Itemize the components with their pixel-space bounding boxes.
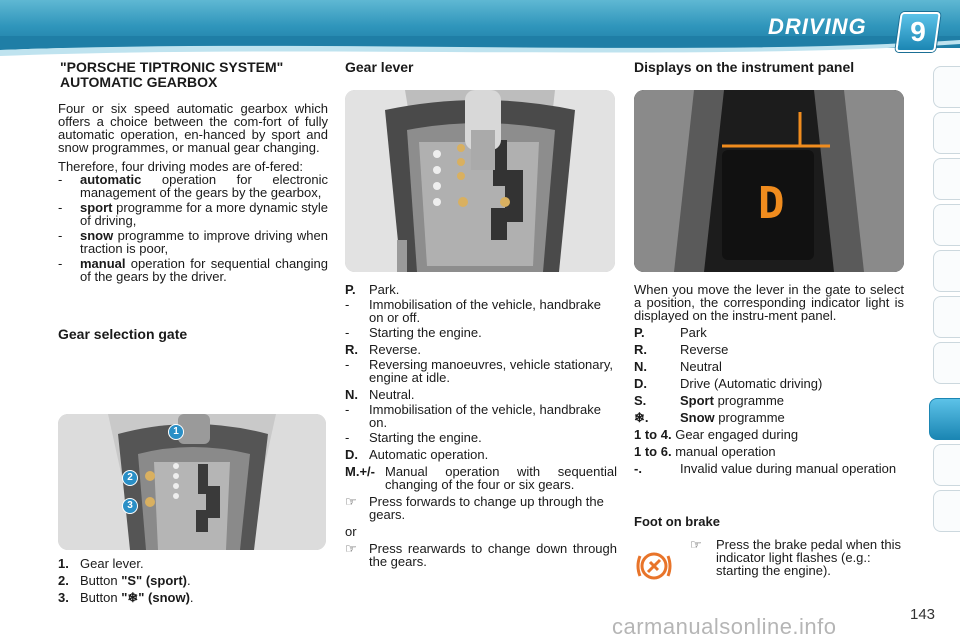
list-item: - sport programme for a more dynamic style of driving,	[58, 200, 328, 228]
def-row: S. Sport programme	[634, 393, 785, 408]
section-title: Displays on the instrument panel	[634, 59, 855, 75]
foot-brake-title: Foot on brake	[634, 514, 720, 529]
display-legend	[634, 283, 904, 475]
position-n: N. Neutral.	[345, 387, 415, 402]
chapter-title: DRIVING	[768, 14, 867, 39]
position-r: R. Reverse.	[345, 342, 422, 357]
mode-name: snow	[80, 228, 114, 243]
list-item: - Immobilisation of the vehicle, handbrake on.	[345, 402, 601, 430]
or-text: or	[345, 524, 357, 539]
hand-icon: ☞	[345, 494, 357, 509]
tiptronic-section	[58, 60, 328, 342]
chapter-tab[interactable]	[933, 112, 960, 154]
brake-indicator-icon	[636, 548, 672, 584]
def-row: R. Reverse	[634, 342, 729, 357]
def-row: N. Neutral	[634, 359, 722, 374]
chapter-tab[interactable]	[933, 342, 960, 384]
chapter-tab[interactable]	[933, 444, 960, 486]
list-item: ☞ Press rearwards to change down through the gears.	[345, 541, 617, 569]
position-d: D. Automatic operation.	[345, 447, 489, 462]
def-row: -. Invalid value during manual operation	[634, 461, 897, 476]
gear-positions	[345, 283, 617, 568]
list-item: - Reversing manoeuvres, vehicle stationary, engine at idle.	[345, 357, 613, 385]
callout-2: 2	[122, 470, 138, 486]
gear-range-row: 1 to 6. manual operation	[634, 444, 776, 459]
gear-lever-section	[345, 60, 617, 75]
chapter-tab[interactable]	[933, 204, 960, 246]
legend-item: 3. Button "❄" (snow).	[58, 590, 194, 605]
mode-name: automatic	[80, 172, 142, 187]
intro-paragraph: Four or six speed automatic gearbox which offers a choice between the com-fort of fully automatic operation, en-hanced by sport and snow programmes, or manual gear changing.	[58, 101, 328, 155]
hand-icon: ☞	[690, 537, 702, 552]
position-m: M.+/- Manual operation with sequential changing of the four or six gears.	[345, 464, 617, 492]
legend-item: 2. Button "S" (sport).	[58, 573, 191, 588]
hand-icon: ☞	[345, 541, 357, 556]
gear-gate-photo	[58, 414, 326, 550]
list-item: - Starting the engine.	[345, 430, 482, 445]
list-item: - Immobilisation of the vehicle, handbrake on or off.	[345, 297, 601, 325]
modes-intro: Therefore, four driving modes are of-fered:	[58, 159, 303, 174]
mode-name: manual	[80, 256, 126, 271]
section-title: "PORSCHE TIPTRONIC SYSTEM" AUTOMATIC GEARBOX	[60, 59, 284, 90]
section-title: Gear lever	[345, 59, 414, 75]
chapter-tab[interactable]	[933, 250, 960, 292]
instrument-display-section	[634, 60, 906, 75]
list-item: - Starting the engine.	[345, 325, 482, 340]
instrument-panel-photo	[634, 90, 904, 272]
list-item: - snow programme to improve driving when traction is poor,	[58, 228, 328, 256]
chapter-tab[interactable]	[933, 158, 960, 200]
callout-3: 3	[122, 498, 138, 514]
chapter-tab[interactable]	[933, 490, 960, 532]
gear-range-row: 1 to 4. Gear engaged during	[634, 427, 799, 442]
list-item: ☞ Press forwards to change up through the gears.	[345, 494, 604, 522]
legend-item: 1. Gear lever.	[58, 556, 144, 571]
chapter-tab-active[interactable]	[929, 398, 960, 440]
chapter-tab[interactable]	[933, 66, 960, 108]
chapter-number: 9	[910, 16, 926, 47]
mode-name: sport	[80, 200, 113, 215]
display-gear-letter: D	[758, 178, 785, 229]
list-item: - automatic operation for electronic management of the gears by the gearbox,	[58, 172, 328, 200]
def-row: ❄. Snow programme	[634, 410, 785, 425]
gear-lever-photo	[345, 90, 615, 272]
modes-list	[58, 173, 328, 283]
callout-1: 1	[168, 424, 184, 440]
display-intro: When you move the lever in the gate to select a position, the corresponding indicator light is displayed on the instru-ment panel.	[634, 282, 904, 323]
gate-title: Gear selection gate	[58, 326, 188, 342]
chapter-tab[interactable]	[933, 296, 960, 338]
gate-legend	[58, 557, 328, 604]
position-p: P. Park.	[345, 282, 400, 297]
page-number: 143	[910, 606, 936, 623]
chapter-tabs	[930, 66, 960, 562]
foot-brake-text: ☞ Press the brake pedal when this indicator light flashes (e.g.: starting the engine).	[690, 537, 901, 578]
chapter-number-badge	[895, 12, 941, 52]
def-row: D. Drive (Automatic driving)	[634, 376, 823, 391]
watermark: carmanualsonline.info	[612, 614, 837, 639]
list-item: - manual operation for sequential changing of the gears by the driver.	[58, 256, 328, 284]
def-row: P. Park	[634, 325, 707, 340]
